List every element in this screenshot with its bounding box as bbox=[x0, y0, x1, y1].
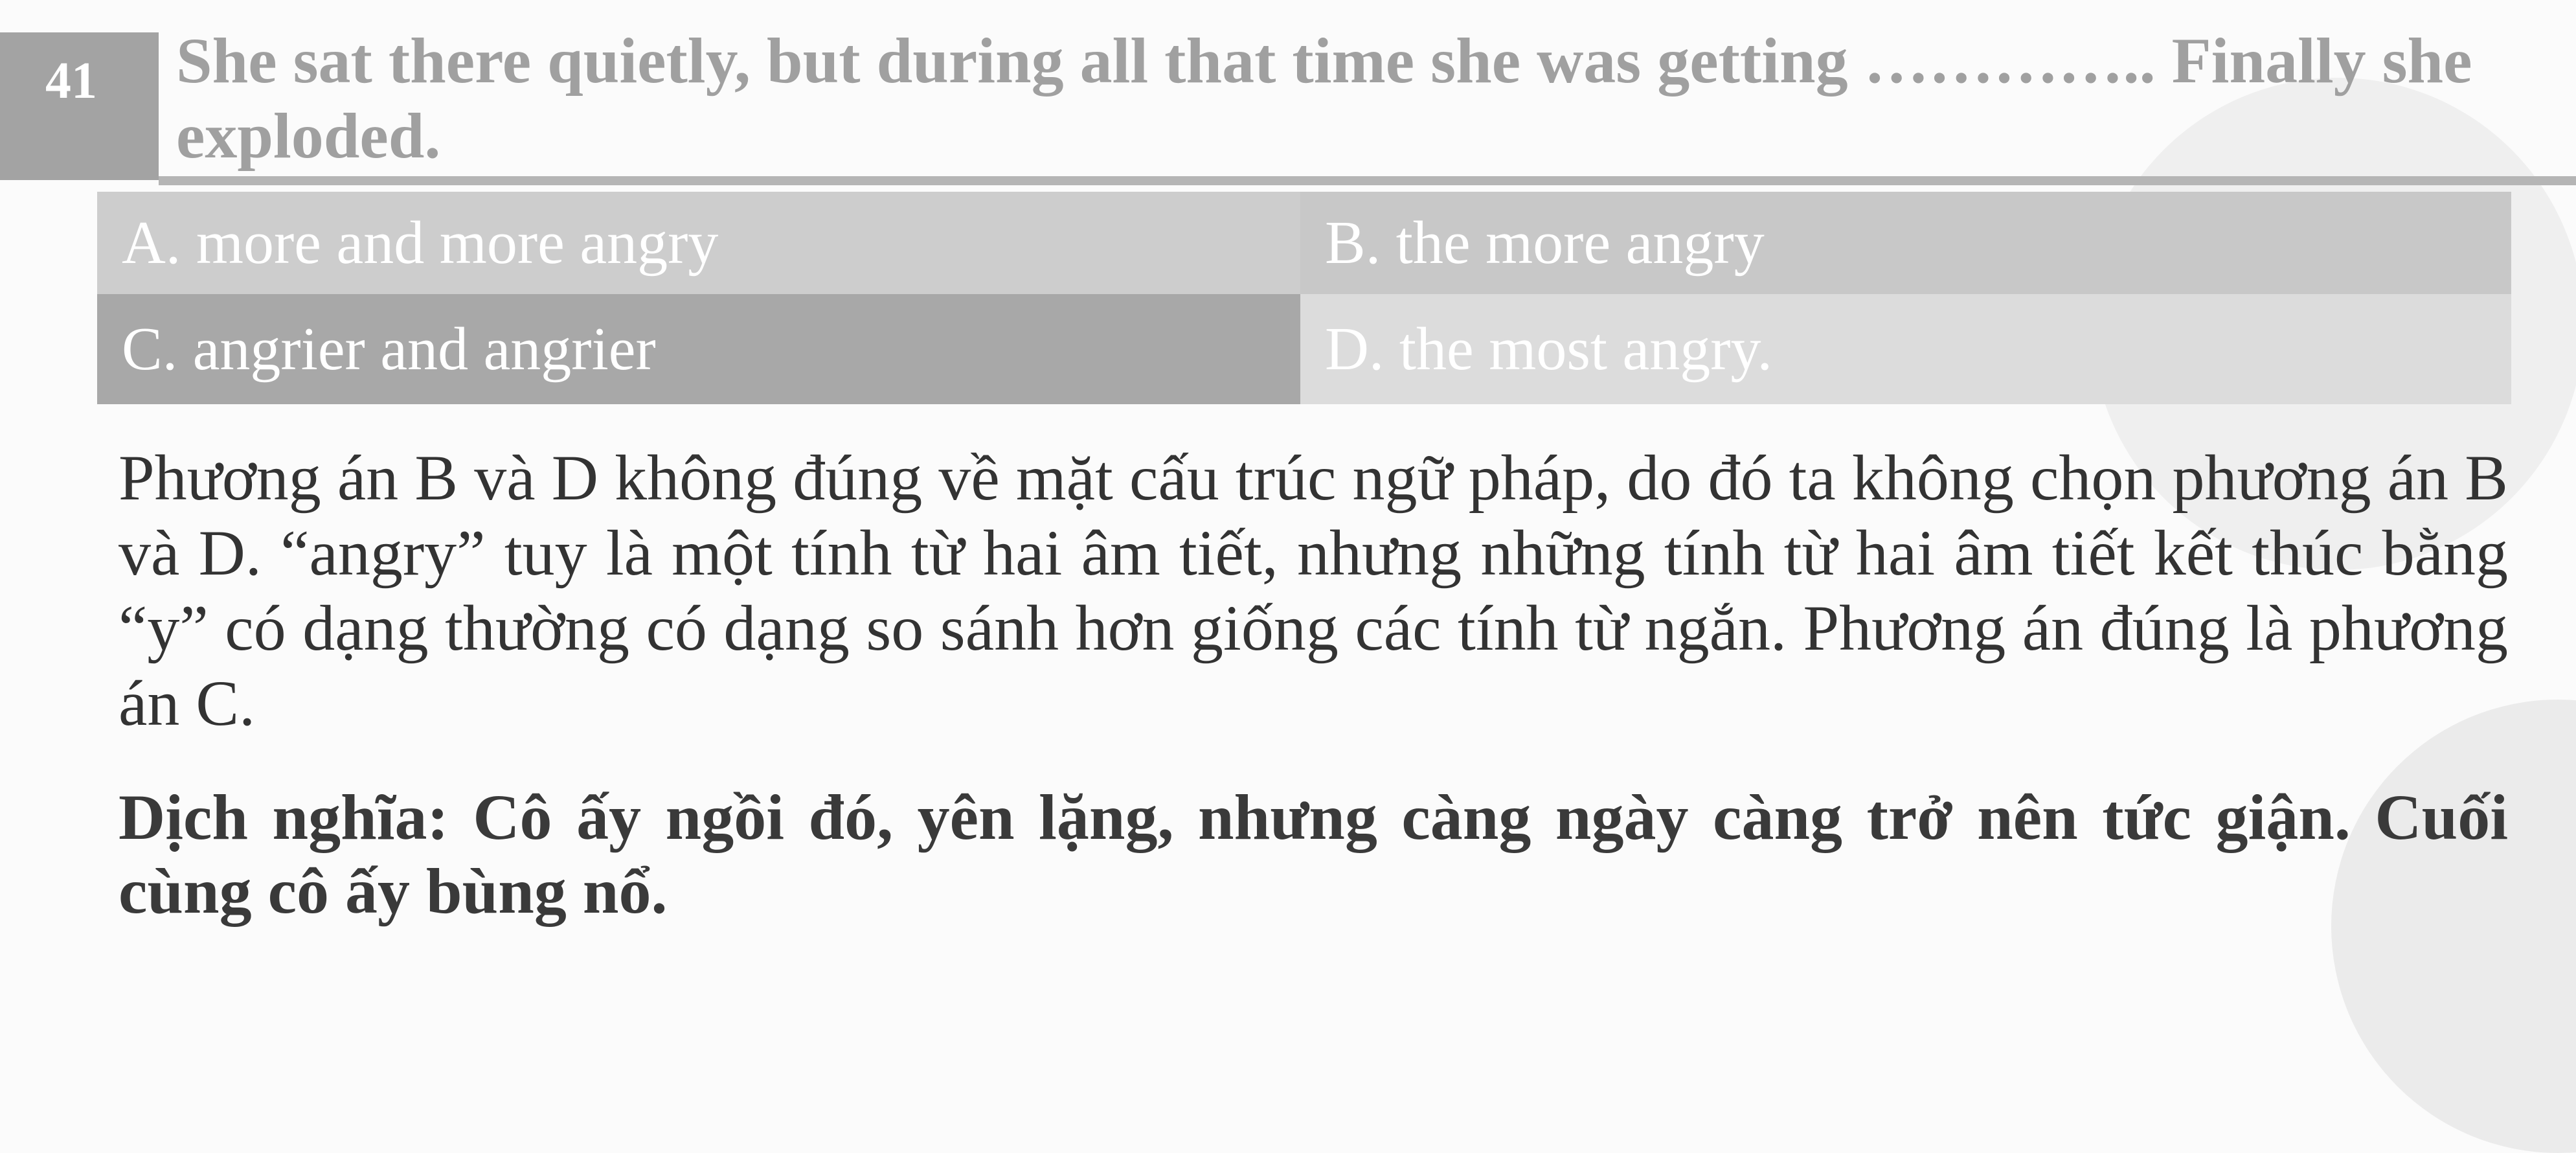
question-text: She sat there quietly, but during all that time she was getting ………….. Finally she exploded. bbox=[176, 25, 2472, 172]
option-b: B. the more angry bbox=[1300, 192, 2511, 294]
option-a: A. more and more angry bbox=[97, 192, 1300, 294]
option-d: D. the most angry. bbox=[1300, 294, 2511, 404]
option-c-correct: C. angrier and angrier bbox=[97, 294, 1300, 404]
translation-text: Dịch nghĩa: Cô ấy ngồi đó, yên lặng, nhưng càng ngày càng trở nên tức giận. Cuối cùng cô ấy bùng nổ. bbox=[119, 781, 2508, 927]
question-underline bbox=[159, 176, 2576, 185]
explanation-text: Phương án B và D không đúng về mặt cấu trúc ngữ pháp, do đó ta không chọn phương án B và D. “angry” tuy là một tính từ hai âm tiết, nhưng những tính từ hai âm tiết kết thúc bằng “y” có dạng thường có dạng so sánh hơn giống các tính từ ngắn. Phương án đúng là phương án C. bbox=[119, 442, 2508, 739]
question-number: 41 bbox=[0, 32, 159, 180]
